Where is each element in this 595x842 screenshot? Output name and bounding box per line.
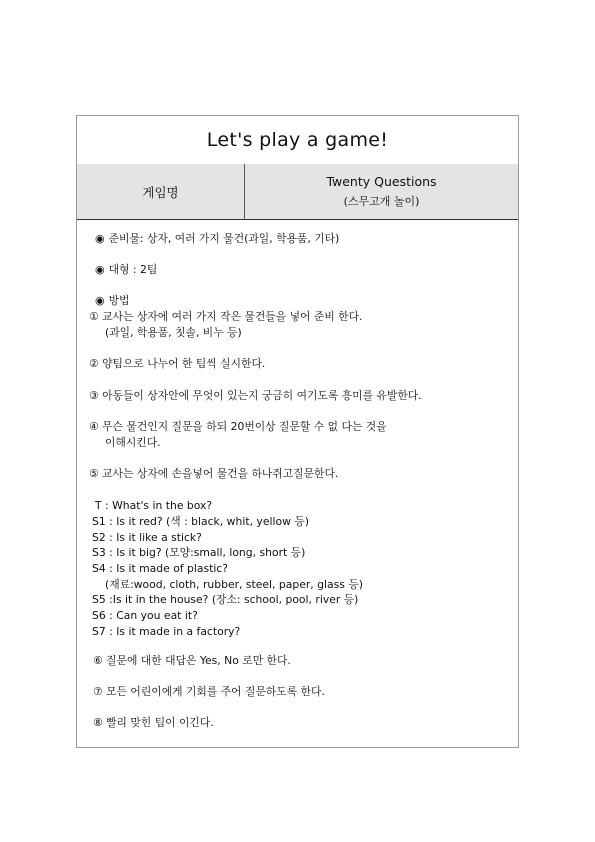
step-item [89,309,362,325]
step-item [89,419,387,435]
method-heading-text: 방법 [108,294,130,307]
rule-item [93,715,214,731]
step-continuation: 이해시킨다. [105,436,161,449]
step-text: 교사는 상자에 여러 가지 작은 물건들을 넣어 준비 한다. [102,310,363,323]
bullet-icon: ◉ [95,263,105,276]
game-name-label: 게임명 [77,164,245,219]
game-sheet [76,115,519,748]
rule-number: ⑦ [93,685,103,698]
dialogue-line: S3 : Is it big? (모양:small, long, short 등) [92,546,306,559]
prep-line [95,231,339,247]
dialogue-line: (재료:wood, cloth, rubber, steel, paper, glass 등) [105,578,363,591]
step-number: ⑤ [89,467,99,480]
rule-item [93,653,291,669]
page-title: Let's play a game! [77,116,518,165]
rule-text: 모든 어린이에게 기회를 주어 질문하도록 한다. [106,685,325,698]
prep-text: 준비물: 상자, 여러 가지 물건(과일, 학용품, 기타) [108,232,340,245]
dialogue-line: S1 : Is it red? (색 : black, whit, yellow 등) [92,515,309,528]
step-item [89,356,265,372]
dialogue-line: S7 : Is it made in a factory? [92,625,241,638]
game-name-row [77,164,518,220]
rule-text: 질문에 대한 대답은 Yes, No 로만 한다. [106,654,291,667]
bullet-icon: ◉ [95,294,105,307]
rule-number: ⑥ [93,654,103,667]
step-text: 아동들이 상자안에 무엇이 있는지 궁금히 여기도록 흥미를 유발한다. [102,389,422,402]
step-item [89,466,338,482]
step-number: ④ [89,420,99,433]
formation-text: 대형 : 2팀 [108,263,158,276]
dialogue-line: S4 : Is it made of plastic? [92,562,229,575]
step-number: ② [89,357,99,370]
game-name-korean: (스무고개 놀이) [343,194,420,208]
step-text: 무슨 물건인지 질문을 하되 20번이상 질문할 수 없 다는 것을 [102,420,387,433]
rule-number: ⑧ [93,716,103,729]
step-number: ① [89,310,99,323]
rule-text: 빨리 맞힌 팀이 이긴다. [106,716,214,729]
step-item [89,388,422,404]
game-name: Twenty Questions [326,173,437,189]
method-heading [95,293,129,309]
dialogue-line: T : What's in the box? [95,499,213,512]
game-name-cell [245,164,518,219]
dialogue-line: S5 :Is it in the house? (장소: school, pool, river 등) [92,593,359,606]
step-continuation: (과일, 학용품, 칫솔, 비누 등) [105,326,242,339]
bullet-icon: ◉ [95,232,105,245]
dialogue-line: S2 : Is it like a stick? [92,531,202,544]
dialogue-line: S6 : Can you eat it? [92,609,198,622]
step-text: 양팀으로 나누어 한 팀씩 실시한다. [102,357,266,370]
step-number: ③ [89,389,99,402]
step-text: 교사는 상자에 손을넣어 물건을 하나쥐고질문한다. [102,467,339,480]
formation-line [95,262,157,278]
rule-item [93,684,325,700]
